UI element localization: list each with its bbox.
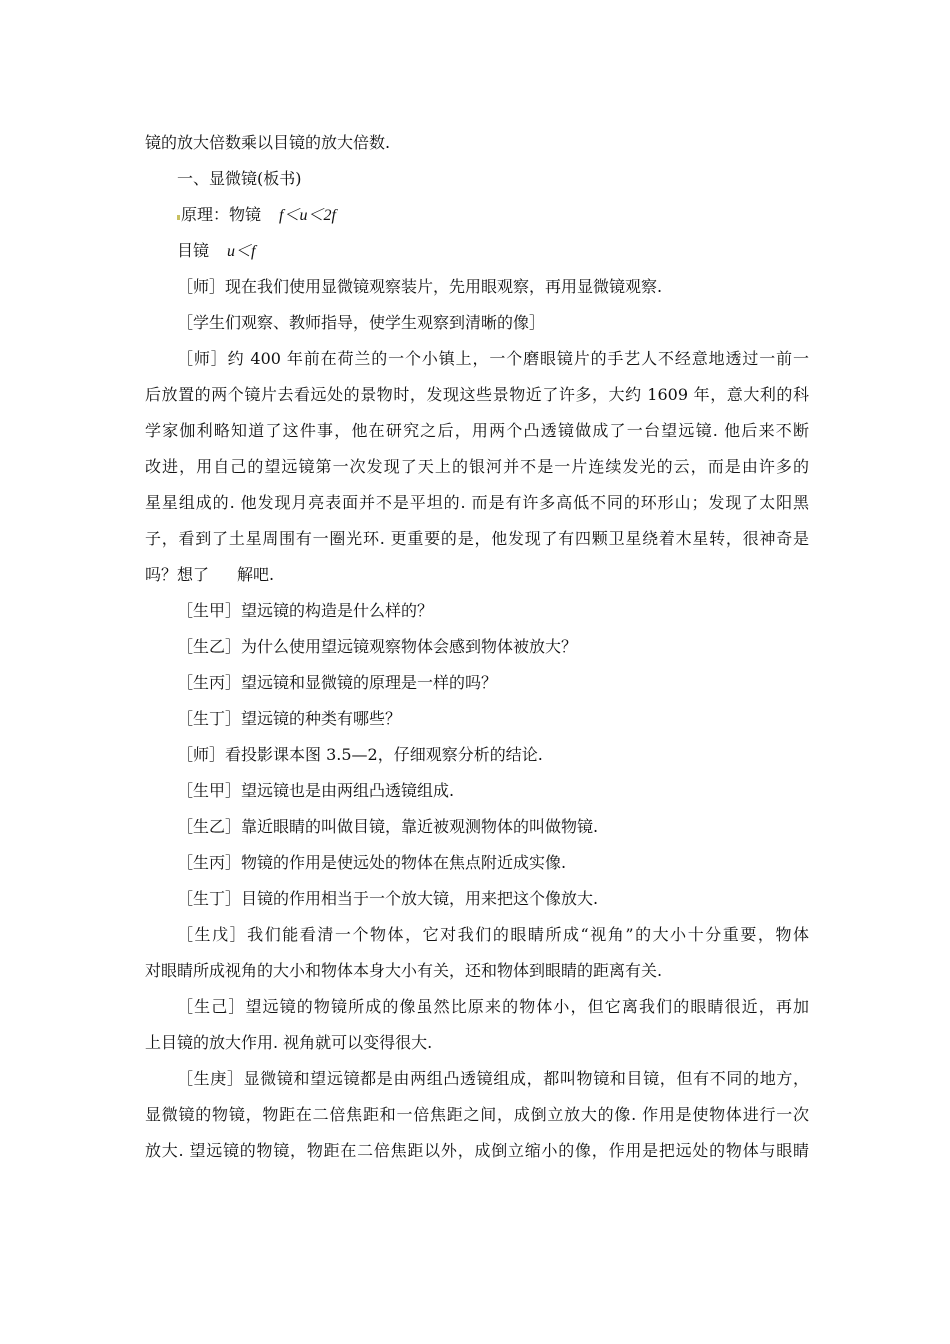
text-line: ［师］看投影课本图 3.5—2，仔细观察分析的结论. [177, 745, 543, 764]
text-line: ［生丁］目镜的作用相当于一个放大镜，用来把这个像放大. [177, 889, 599, 908]
text-line: ［生甲］望远镜也是由两组凸透镜组成. [177, 781, 455, 800]
eyepiece-label: 目镜 [177, 241, 210, 260]
margin-mark [177, 215, 180, 220]
text-line: ［生甲］望远镜的构造是什么样的？ [177, 601, 434, 620]
principle-label: 原理：物镜 [181, 205, 262, 224]
text-line: ［生丁］望远镜的种类有哪些？ [177, 709, 402, 728]
text-fragment: 吗？想了 [145, 565, 210, 584]
text-line: 显微镜的物镜，物距在二倍焦距和一倍焦距之间，成倒立放大的像. 作用是使物体进行一次 [145, 1105, 809, 1124]
text-line: ［师］约 400 年前在荷兰的一个小镇上，一个磨眼镜片的手艺人不经意地透过一前一 [177, 349, 809, 368]
text-line: 放大. 望远镜的物镜，物距在二倍焦距以外，成倒立缩小的像，作用是把远处的物体与眼睛 [145, 1141, 809, 1160]
eyepiece-line [145, 233, 809, 269]
text-line: 学家伽利略知道了这件事，他在研究之后，用两个凸透镜做成了一台望远镜. 他后来不断 [145, 421, 809, 440]
text-line: 上目镜的放大作用. 视角就可以变得很大. [145, 1033, 433, 1052]
text-line: 改进，用自己的望远镜第一次发现了天上的银河并不是一片连续发光的云，而是由许多的 [145, 457, 809, 476]
text-line: ［生戊］我们能看清一个物体，它对我们的眼睛所成“视角”的大小十分重要，物体 [177, 925, 809, 944]
objective-formula: f＜u＜2f [279, 207, 336, 224]
text-line: 后放置的两个镜片去看远处的景物时，发现这些景物近了许多，大约 1609 年，意大利的科 [145, 385, 809, 404]
text-line [145, 557, 809, 593]
document-page [145, 125, 809, 1169]
text-line: ［生乙］为什么使用望远镜观察物体会感到物体被放大？ [177, 637, 578, 656]
text-line: 镜的放大倍数乘以目镜的放大倍数. [145, 133, 391, 152]
text-line: 子，看到了土星周围有一圈光环. 更重要的是，他发现了有四颗卫星绕着木星转，很神奇是 [145, 529, 809, 548]
text-line: ［生丙］望远镜和显微镜的原理是一样的吗？ [177, 673, 498, 692]
text-fragment: 解吧. [237, 565, 275, 584]
text-line: ［生丙］物镜的作用是使远处的物体在焦点附近成实像. [177, 853, 567, 872]
section-heading: 一、显微镜(板书) [177, 169, 302, 188]
principle-line [145, 197, 809, 233]
text-line: 星星组成的. 他发现月亮表面并不是平坦的. 而是有许多高低不同的环形山；发现了太阳黑 [145, 493, 809, 512]
text-line: ［生庚］显微镜和望远镜都是由两组凸透镜组成，都叫物镜和目镜，但有不同的地方， [177, 1069, 809, 1088]
text-line: 对眼睛所成视角的大小和物体本身大小有关，还和物体到眼睛的距离有关. [145, 961, 663, 980]
text-line: ［学生们观察、教师指导，使学生观察到清晰的像］ [177, 313, 546, 332]
text-line: ［师］现在我们使用显微镜观察装片，先用眼观察，再用显微镜观察. [177, 277, 663, 296]
text-line: ［生乙］靠近眼睛的叫做目镜，靠近被观测物体的叫做物镜. [177, 817, 599, 836]
text-line: ［生己］望远镜的物镜所成的像虽然比原来的物体小，但它离我们的眼睛很近，再加 [177, 997, 809, 1016]
eyepiece-formula: u＜f [227, 243, 256, 260]
